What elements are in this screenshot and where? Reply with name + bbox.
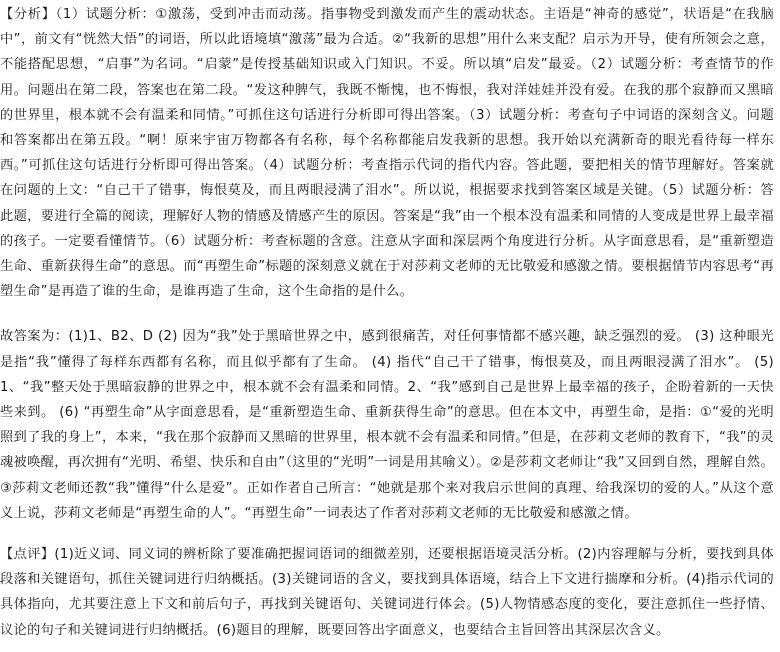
section-divider [0, 304, 774, 324]
analysis-tag: 【分析】 [0, 7, 56, 22]
answer-section [0, 324, 774, 526]
analysis-section [0, 2, 774, 304]
section-divider [0, 526, 774, 542]
comment-section [0, 542, 774, 643]
answer-text: 故答案为：(1)1、B2、D (2) 因为“我”处于黑暗世界之中，感到很痛苦，对任何事情都不感兴趣，缺乏强烈的爱。 (3) 这种眼光是指“我”懂得了每样东西都有名称，而且似乎都有了生命。 (4) 指代“自己干了错事，悔恨莫及，而且两眼浸满了泪水”。 (5)1、“我”整天处于黑暗寂静的世界之中，根本就不会有温柔和同情。2、“我”感到自己是世界上最幸福的孩子，企盼着新的一天快些来到。 (6) “再塑生命”从字面意思看，是“重新塑造生命、重新获得生命”的意思。但在本文中，再塑生命，是指：①“爱的光明照到了我的身上”，本来，“我在那个寂静而又黑暗的世界里，根本就不会有温柔和同情。”但是，在莎莉文老师的教育下，“我”的灵魂被唤醒，再次拥有“光明、希望、快乐和自由”（这里的“光明”一词是用其喻义）。②是莎莉文老师让“我”又回到自然，理解自然。③莎莉文老师还教“我”懂得“什么是爱”。正如作者自己所言：“她就是那个来对我启示世间的真理、给我深切的爱的人。”从这个意义上说，莎莉文老师是“再塑生命的人”。“再塑生命”一词表达了作者对莎莉文老师的无比敬爱和感激之情。 [0, 329, 774, 521]
analysis-text: （1）试题分析：①激荡，受到冲击而动荡。指事物受到激发而产生的震动状态。主语是“神奇的感觉”，状语是“在我脑中”，前文有“恍然大悟”的词语，所以此语境填“激荡”最为合适。②“我新的思想”用什么来支配？启示为开导，使有所领会之意，不能搭配思想，“启事”为名词。“启蒙”是传授基础知识或入门知识。不妥。所以填“启发”最妥。（2）试题分析：考查情节的作用。问题出在第二段，答案也在第二段。“发这种脾气，我既不惭愧，也不悔恨，我对洋娃娃并没有爱。在我的那个寂静而又黑暗的世界里，根本就不会有温柔和同情。”可抓住这句话进行分析即可得出答案。（3）试题分析：考查句子中词语的深刻含义。问题和答案都出在第五段。“啊！原来宇宙万物都各有名称，每个名称都能启发我新的思想。我开始以充满新奇的眼光看待每一样东西。”可抓住这句话进行分析即可得出答案。（4）试题分析：考查指示代词的指代内容。答此题，要把相关的情节理解好。答案就在问题的上文：“自己干了错事，悔恨莫及，而且两眼浸满了泪水”。所以说，根据要求找到答案区域是关键。（5）试题分析：答此题，要进行全篇的阅读，理解好人物的情感及情感产生的原因。答案是“我”由一个根本没有温柔和同情的人变成是世界上最幸福的孩子。一定要看懂情节。（6）试题分析：考查标题的含意。注意从字面和深层两个角度进行分析。从字面意思看，是“重新塑造生命、重新获得生命”的意思。而“再塑生命”标题的深刻意义就在于对莎莉文老师的无比敬爱和感激之情。要根据情节内容思考“再塑生命”是再造了谁的生命，是谁再造了生命，这个生命指的是什么。 [0, 7, 774, 300]
comment-text: (1)近义词、同义词的辨析除了要准确把握词语词的细微差别，还要根据语境灵活分析。(2)内容理解与分析，要找到具体段落和关键语句，抓住关键词进行归纳概括。(3)关键词语的含义，要找到具体语境，结合上下文进行揣摩和分析。(4)指示代词的具体指向，尤其要注意上下文和前后句子，再找到关键语句、关键词进行体会。(5)人物情感态度的变化，要注意抓住一些抒情、议论的句子和关键词进行归纳概括。(6)题目的理解，既要回答出字面意义，也要结合主旨回答出其深层次含义。 [0, 547, 774, 638]
comment-tag: 【点评】 [0, 547, 55, 563]
